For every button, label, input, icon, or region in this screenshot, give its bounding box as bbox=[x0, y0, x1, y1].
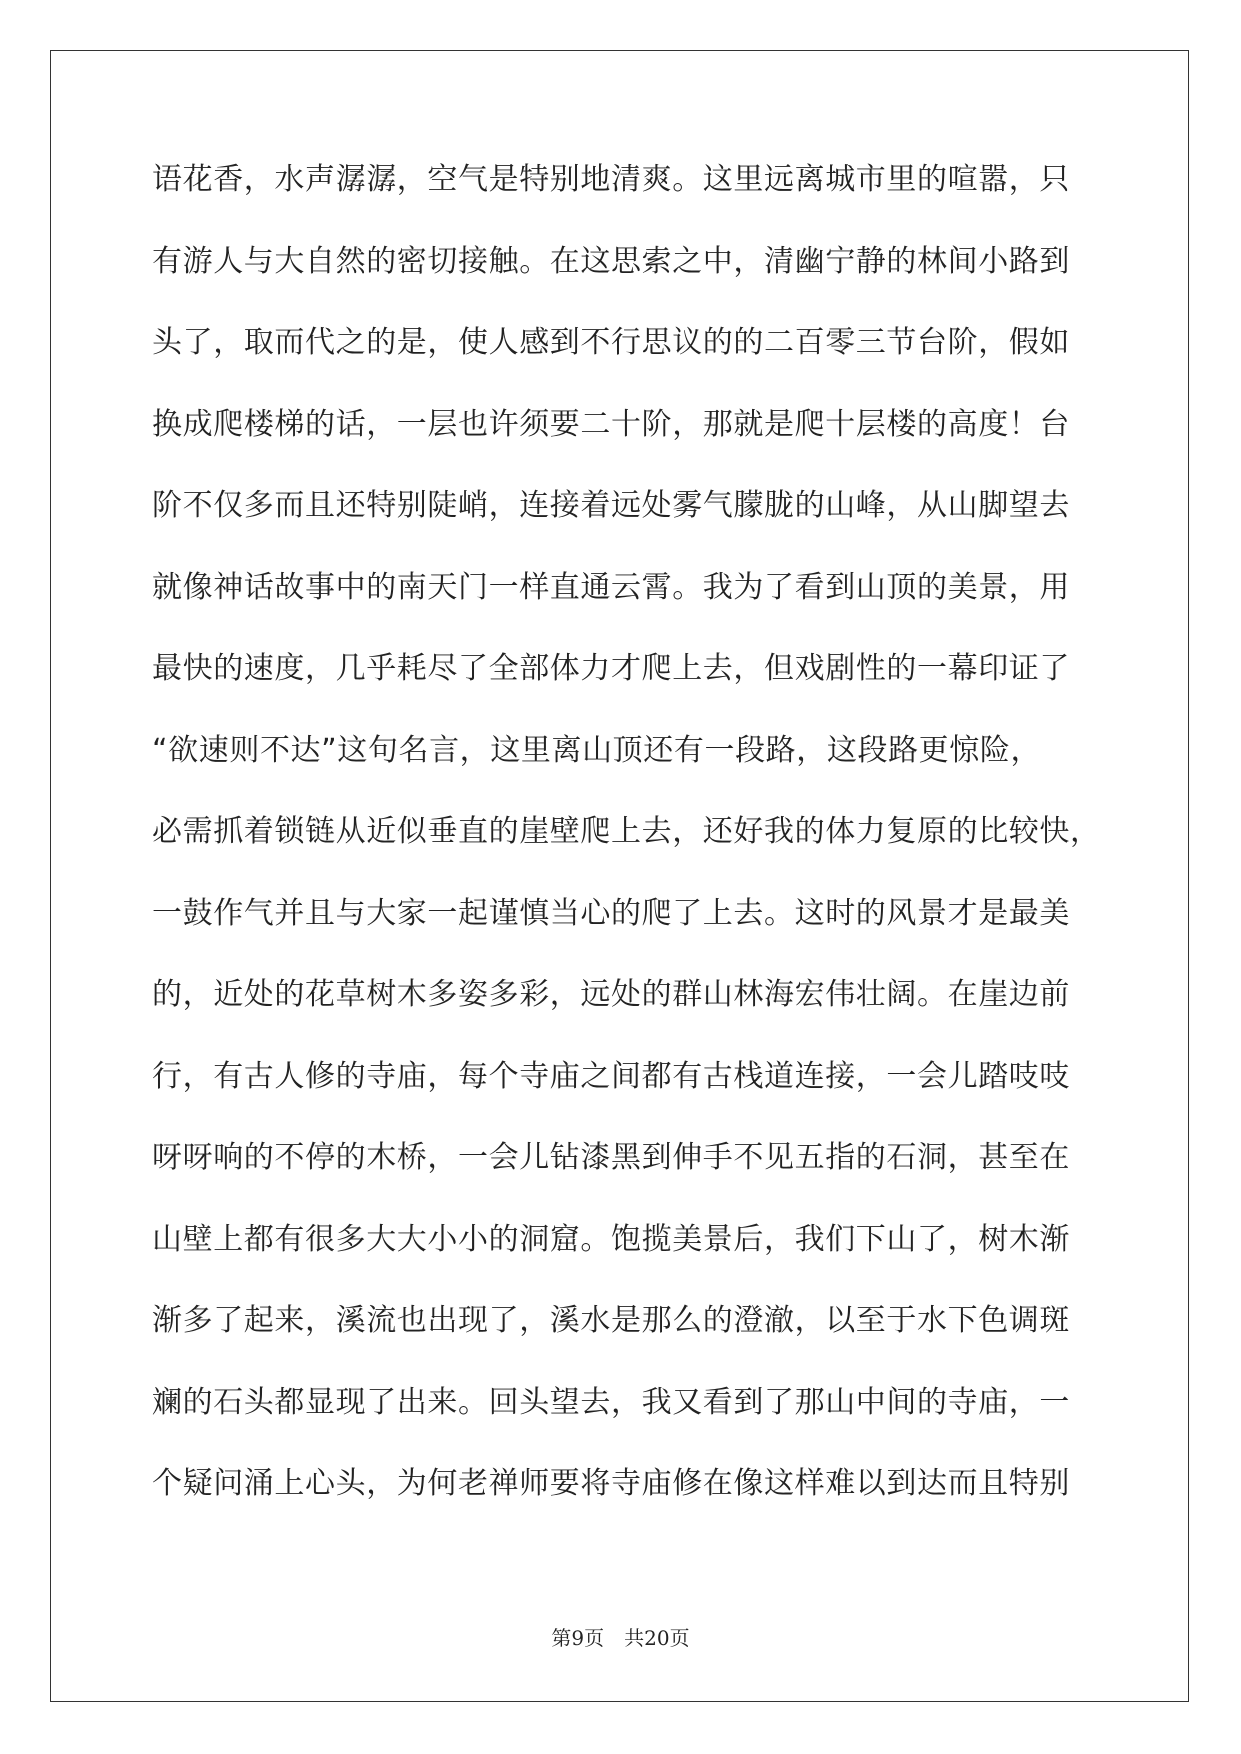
text-line: 有游人与大自然的密切接触。在这思索之中，清幽宁静的林间小路到 bbox=[152, 243, 1070, 279]
text-line: 的，近处的花草树木多姿多彩，远处的群山林海宏伟壮阔。在崖边前 bbox=[152, 977, 1070, 1012]
text-line: 渐多了起来，溪流也出现了，溪水是那么的澄澈，以至于水下色调斑 bbox=[152, 1303, 1070, 1338]
text-line: 斓的石头都显现了出来。回头望去，我又看到了那山中间的寺庙，一 bbox=[152, 1384, 1070, 1420]
text-line: 阶不仅多而且还特别陡峭，连接着远处雾气朦胧的山峰，从山脚望去 bbox=[152, 488, 1070, 523]
text-line: 换成爬楼梯的话，一层也许须要二十阶，那就是爬十层楼的高度！台 bbox=[152, 406, 1070, 442]
text-line: 山壁上都有很多大大小小的洞窟。饱揽美景后，我们下山了，树木渐 bbox=[152, 1221, 1070, 1257]
text-line: 一鼓作气并且与大家一起谨慎当心的爬了上去。这时的风景才是最美 bbox=[152, 895, 1070, 931]
text-line: 就像神话故事中的南天门一样直通云霄。我为了看到山顶的美景，用 bbox=[152, 569, 1070, 605]
text-line: 语花香，水声潺潺，空气是特别地清爽。这里远离城市里的喧嚣，只 bbox=[152, 162, 1070, 197]
text-line: 最快的速度，几乎耗尽了全部体力才爬上去，但戏剧性的一幕印证了 bbox=[152, 651, 1070, 686]
text-line: 头了，取而代之的是，使人感到不行思议的的二百零三节台阶，假如 bbox=[152, 325, 1070, 360]
text-line: 个疑问涌上心头，为何老禅师要将寺庙修在像这样难以到达而且特别 bbox=[152, 1466, 1070, 1501]
text-line: 呀呀响的不停的木桥，一会儿钻漆黑到伸手不见五指的石洞，甚至在 bbox=[152, 1140, 1070, 1175]
text-line: 必需抓着锁链从近似垂直的崖壁爬上去，还好我的体力复原的比较快， bbox=[152, 814, 1101, 849]
body-text bbox=[152, 160, 1101, 1546]
text-line: “欲速则不达”这句名言，这里离山顶还有一段路，这段路更惊险， bbox=[152, 732, 1042, 768]
page-number: 第9页 共20页 bbox=[551, 1626, 690, 1650]
text-line: 行，有古人修的寺庙，每个寺庙之间都有古栈道连接，一会儿踏吱吱 bbox=[152, 1058, 1070, 1094]
